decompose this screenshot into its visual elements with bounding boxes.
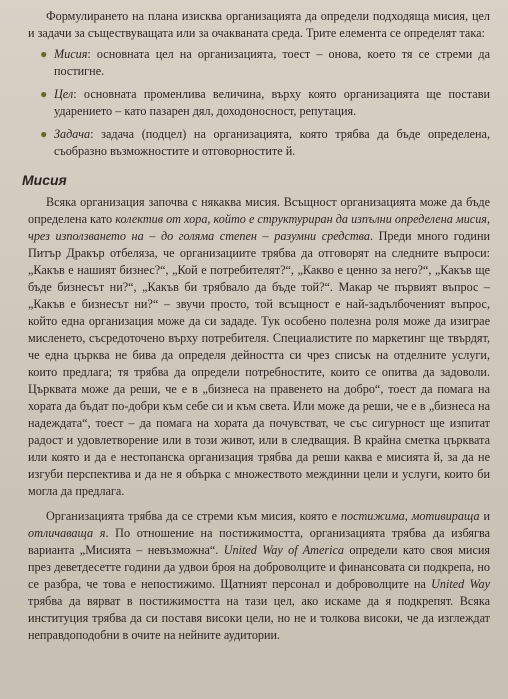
term-label: Цел [54,87,74,101]
term-label: Задача [54,127,91,141]
bullet-icon: ● [40,87,48,101]
term-definition: : основната променлива величина, върху която организацията ще постави ударението – като пазарен дял, доходоносност, репутация. [54,87,490,118]
bullet-icon: ● [40,47,48,61]
section-heading: Мисия [22,172,67,188]
body-paragraph-1: Всяка организация започва с някаква мисия. Всъщност организацията може да бъде определена като колектив от хора, който е структуриран да изпълни определена мисия, чрез използването на – до голяма степен – разумни средства. Преди много години Питър Дракър отбеляза, че организациите трябва да отговорят на следните въпроси: „Какъв е нашият бизнес?“, „Кой е потребителят?“, „Какво е ценно за него?“, „Какъв ще бъде бизнесът ни?“, „Какъв би трябвало да бъде той?“. Макар че първият въпрос – „Какъв е бизнесът ни?“ – звучи просто, той всъщност е най-задълбоченият въпрос, който една организация може да си зададе. Тук особено полезна роля може да изиграе мисленето, съсредоточено върху потребителя. Специалистите по маркетинг ще твърдят, че една църква не бива да определя дейността си чрез списък на отделните услуги, които предлага; тя трябва да определи потребностите, които се опитва да задоволи. Църквата може да реши, че е в „бизнеса на правенето на добро“, тоест да помага на хората да бъдат по-добри към себе си и към света. Или може да реши, че е в „бизнеса на надеждата“, тоест – да помага на хората да почувстват, че със сигурност ще изпитат радост и удовлетворение или в този живот, или в следващия. В крайна сметка църквата или която и да е нестопанска организация трябва да реши каква е мисията й, за да не изгуби перспектива и да не я обърка с множеството междинни цели и услуги, които би могла да предлага. [28,195,490,498]
list-item [28,126,490,160]
definition-list [28,46,490,160]
list-item [28,46,490,80]
bullet-icon: ● [40,127,48,141]
body-paragraph-2: Организацията трябва да се стреми към мисия, която е постижима, мотивираща и отличаваща я. По отношение на постижимостта, организацията трябва да избягва варианта „Мисията – невъзможна“. United Way of America определи като своя мисия през деветдесетте години да удвои броя на доброволците и финансовата си подкрепа, но се разбра, че това е непостижимо. Щатният персонал и доброволците на United Way трябва да вярват в постижимостта на тази цел, ако искаме да я подкрепят. Всяка институция трябва да си поставя високи цели, но не и толкова високи, че да изглеждат неправдоподобни в очите на нейните аудитории. [28,509,490,642]
intro-paragraph: Формулирането на плана изисква организацията да определи подходяща мисия, цел и задачи за съществуващата или за очакваната среда. Трите елемента се определят така: [28,9,490,40]
term-definition: : основната цел на организацията, тоест – онова, което тя се стреми да постигне. [54,47,490,78]
list-item [28,86,490,120]
term-label: Мисия [54,47,88,61]
term-definition: : задача (подцел) на организацията, която трябва да бъде определена, съобразно възможностите и отговорностите й. [54,127,490,158]
